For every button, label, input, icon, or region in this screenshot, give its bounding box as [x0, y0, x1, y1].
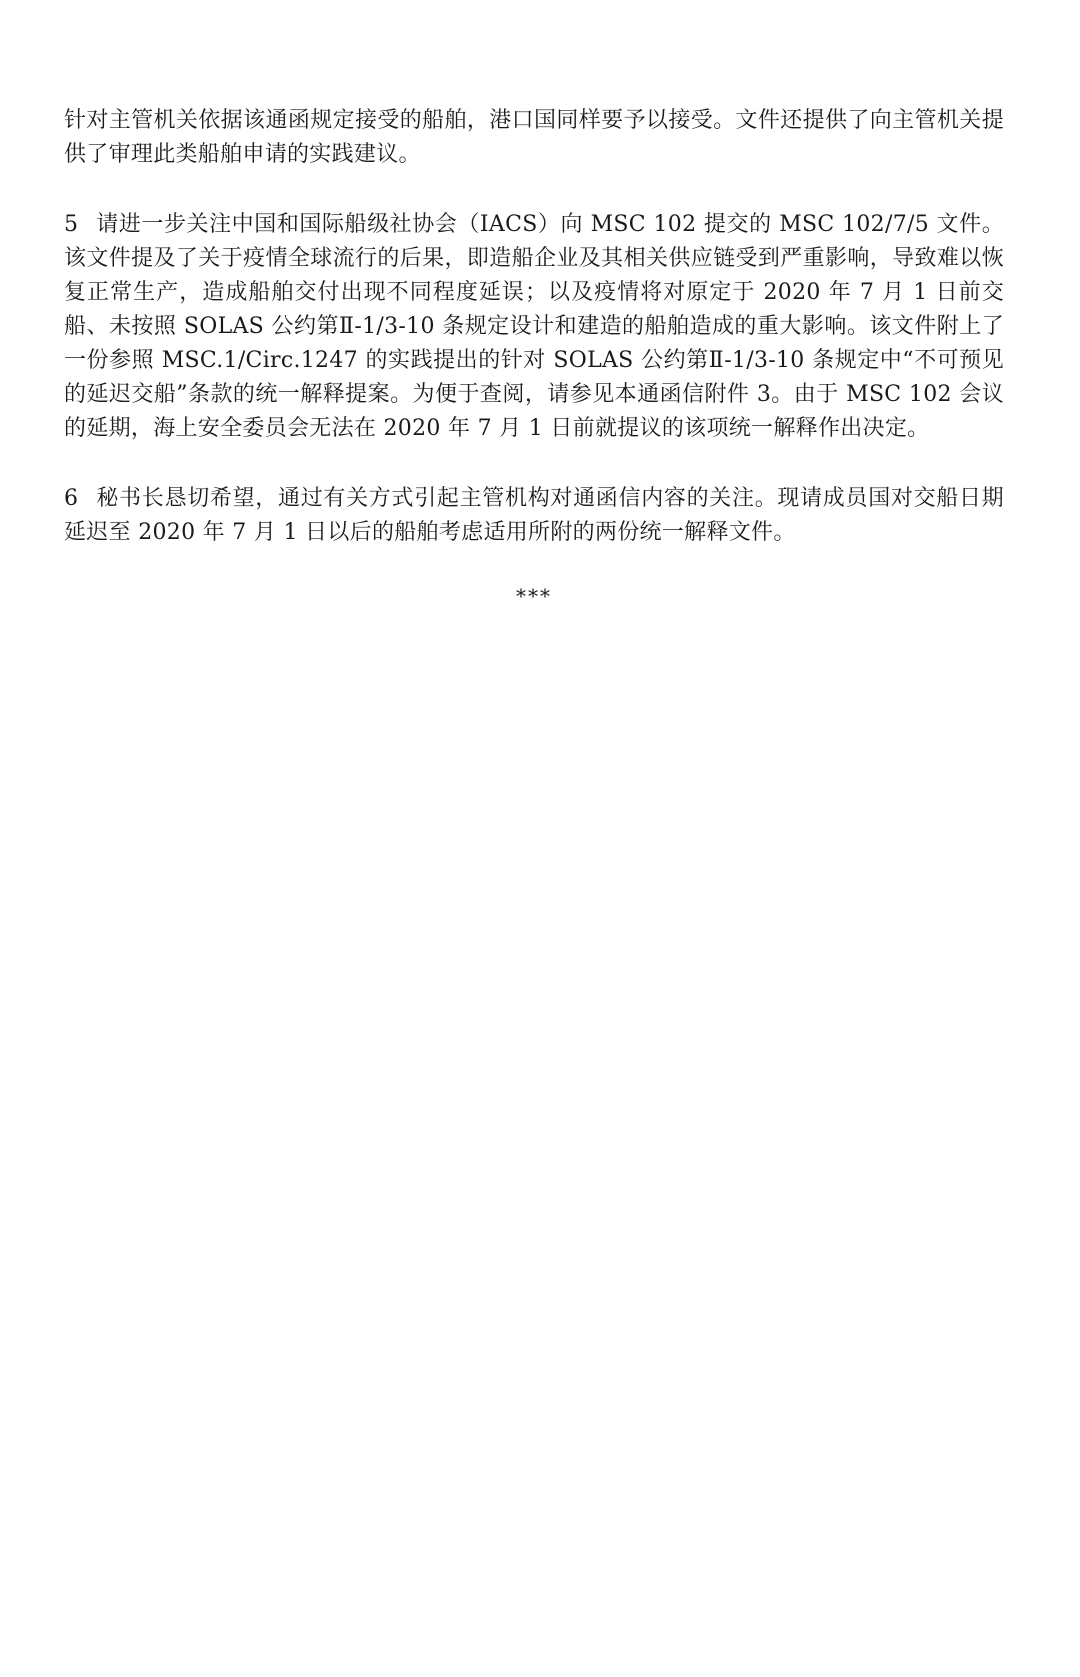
paragraph-6	[64, 482, 1004, 550]
paragraph-number: 5	[64, 212, 79, 237]
paragraph-text: 针对主管机关依据该通函规定接受的船舶，港口国同样要予以接受。文件还提供了向主管机关提供了审理此类船舶申请的实践建议。	[64, 108, 1004, 167]
paragraph-5	[64, 208, 1004, 446]
paragraph-number: 6	[64, 486, 79, 511]
document-page	[64, 104, 1004, 608]
paragraph-continuation	[64, 104, 1004, 172]
end-separator: ***	[516, 584, 552, 608]
paragraph-text: 请进一步关注中国和国际船级社协会（IACS）向 MSC 102 提交的 MSC 102/7/5 文件。该文件提及了关于疫情全球流行的后果，即造船企业及其相关供应链受到严重影响，导致难以恢复正常生产，造成船舶交付出现不同程度延误；以及疫情将对原定于 2020 年 7 月 1 日前交船、未按照 SOLAS 公约第Ⅱ-1/3-10 条规定设计和建造的船舶造成的重大影响。该文件附上了一份参照 MSC.1/Circ.1247 的实践提出的针对 SOLAS 公约第Ⅱ-1/3-10 条规定中“不可预见的延迟交船”条款的统一解释提案。为便于查阅，请参见本通函信附件 3。由于 MSC 102 会议的延期，海上安全委员会无法在 2020 年 7 月 1 日前就提议的该项统一解释作出决定。	[64, 212, 1004, 441]
paragraph-text: 秘书长恳切希望，通过有关方式引起主管机构对通函信内容的关注。现请成员国对交船日期延迟至 2020 年 7 月 1 日以后的船舶考虑适用所附的两份统一解释文件。	[64, 486, 1004, 545]
